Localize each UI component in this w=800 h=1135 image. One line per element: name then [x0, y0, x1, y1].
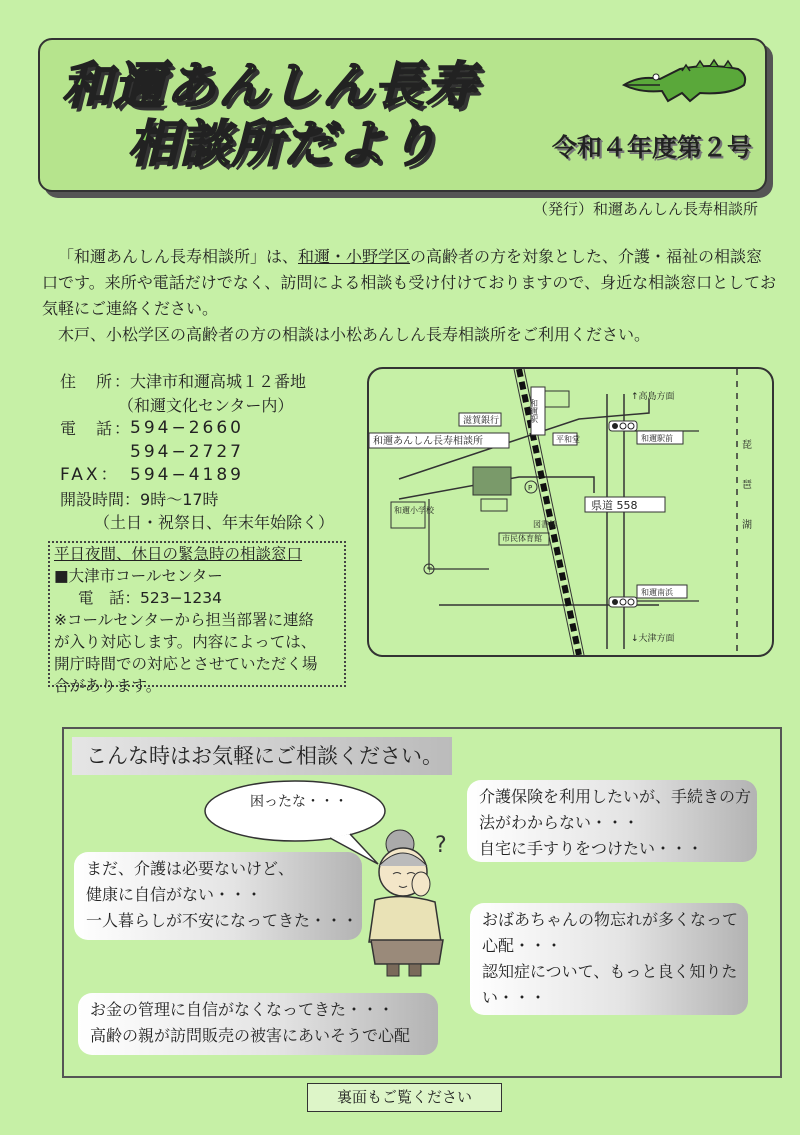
call-center-name: ■大津市コールセンター: [54, 567, 223, 585]
concern-line: まだ、介護は必要ないけど、: [86, 859, 295, 878]
concern-line: お金の管理に自信がなくなってきた・・・: [90, 1000, 395, 1019]
access-map: [367, 367, 774, 657]
newsletter-title-line2: 相談所だより: [128, 115, 440, 173]
emergency-heading: 平日夜間、休日の緊急時の相談窓口: [54, 545, 303, 563]
concern-line: 法がわからない・・・: [479, 813, 640, 832]
concern-line: 認知症について、もっと良く知りた: [482, 962, 738, 981]
map-to-otsu: ↓大津方面: [631, 634, 675, 644]
hours-note: （土日・祝祭日、年末年始除く）: [94, 513, 335, 532]
concern-line: 自宅に手すりをつけたい・・・: [479, 839, 704, 858]
crocodile-icon: [620, 55, 750, 110]
concern-bubble-dementia: [470, 903, 748, 1015]
tel-2: 594−2727: [130, 441, 244, 462]
intro-p1-districts: 和邇・小野学区: [298, 247, 411, 266]
concern-line: 一人暮らしが不安になってきた・・・: [86, 911, 359, 930]
thought-text: 困ったな・・・: [250, 794, 348, 810]
concern-bubble-health: [74, 852, 362, 940]
intro-text: [42, 244, 778, 348]
map-route-558: 県道 558: [591, 499, 638, 512]
map-wani-ekimae: 和邇駅前: [641, 434, 673, 443]
tel-1: 594−2660: [130, 418, 244, 438]
map-to-takashima: ↑高島方面: [631, 392, 675, 402]
emergency-note-1: ※コールセンターから担当部署に連絡: [54, 611, 315, 629]
emergency-contact-box: [48, 541, 346, 695]
map-office-building: [473, 467, 511, 495]
concern-line: い・・・: [482, 988, 547, 1007]
map-gym: 市民体育館: [502, 534, 542, 543]
tel-label: 電 話：: [60, 419, 133, 438]
worried-grandmother-illustration: [355, 822, 463, 982]
map-station-label: 和邇駅: [529, 399, 539, 423]
address-row: [60, 370, 334, 394]
map-wani-school: 和邇小学校: [394, 506, 434, 515]
intro-p1-start: 「和邇あんしん長寿相談所」は、: [58, 247, 299, 266]
fax-label: FAX：: [60, 465, 121, 485]
consultation-title: こんな時はお気軽にご相談ください。: [72, 737, 452, 775]
address-value: 大津市和邇高城１２番地: [130, 372, 307, 391]
intro-p1-end: の高齢者の方を対象とした、介護・福祉の相談窓口です。来所や電話だけでなく、訪問による相談も受け付けておりますので、身近な相談窓口としてお気軽にご連絡ください。: [42, 247, 777, 318]
fax-number: 594−4189: [130, 465, 244, 485]
address-note-row: [60, 394, 334, 418]
publisher: （発行）和邇あんしん長寿相談所: [532, 200, 758, 218]
concern-bubble-insurance: [467, 780, 757, 862]
tel2-row: [60, 441, 334, 465]
map-railway: [519, 369, 579, 655]
emergency-note-4: 合があります。: [54, 677, 162, 695]
map-heiwado: 平和堂: [556, 435, 580, 444]
hours-label: 開設時間：: [60, 489, 141, 509]
intro-paragraph-2: 木戸、小松学区の高齢者の方の相談は小松あんしん長寿相談所をご利用ください。: [58, 325, 651, 344]
call-center-tel: 電 話：523−1234: [78, 589, 223, 607]
emergency-note-2: が入り対応します。内容によっては、: [54, 633, 317, 651]
see-reverse-note: 裏面もご覧ください: [307, 1083, 502, 1112]
map-wani-minamihama: 和邇南浜: [641, 588, 673, 597]
address-label: 住 所：: [60, 372, 133, 391]
map-shiga-bank: 滋賀銀行: [463, 416, 500, 426]
map-library: 図書館: [533, 520, 557, 529]
map-office-label: 和邇あんしん長寿相談所: [373, 436, 483, 447]
hours-note-row: [60, 511, 334, 535]
hours-row: [60, 488, 334, 512]
concern-bubble-money: [78, 993, 438, 1055]
emergency-note-3: 開庁時間での対応とさせていただく場: [54, 655, 318, 673]
map-post-mark: 〒: [426, 566, 433, 574]
concern-line: おばあちゃんの物忘れが多くなって: [482, 910, 739, 929]
concern-line: 健康に自信がない・・・: [86, 885, 263, 904]
map-lake-label: 琵琶湖: [739, 439, 751, 559]
concern-line: 心配・・・: [482, 936, 563, 955]
map-parking-mark: P: [528, 484, 533, 492]
question-mark-icon: ?: [435, 833, 447, 858]
intro-paragraph-1: [42, 244, 778, 322]
concern-line: 高齢の親が訪問販売の被害にあいそうで心配: [90, 1026, 411, 1045]
fax-row: [60, 464, 334, 488]
map-road-school: [429, 499, 489, 569]
concern-line: 介護保険を利用したいが、手続きの方: [479, 787, 752, 806]
contact-info: [60, 370, 334, 535]
hours-value: 9時〜17時: [140, 489, 219, 509]
address-note: （和邇文化センター内）: [118, 395, 294, 415]
newsletter-title-line1: 和邇あんしん長寿: [62, 57, 478, 115]
tel-row: [60, 417, 334, 441]
issue-number: 令和４年度第２号: [552, 133, 753, 162]
